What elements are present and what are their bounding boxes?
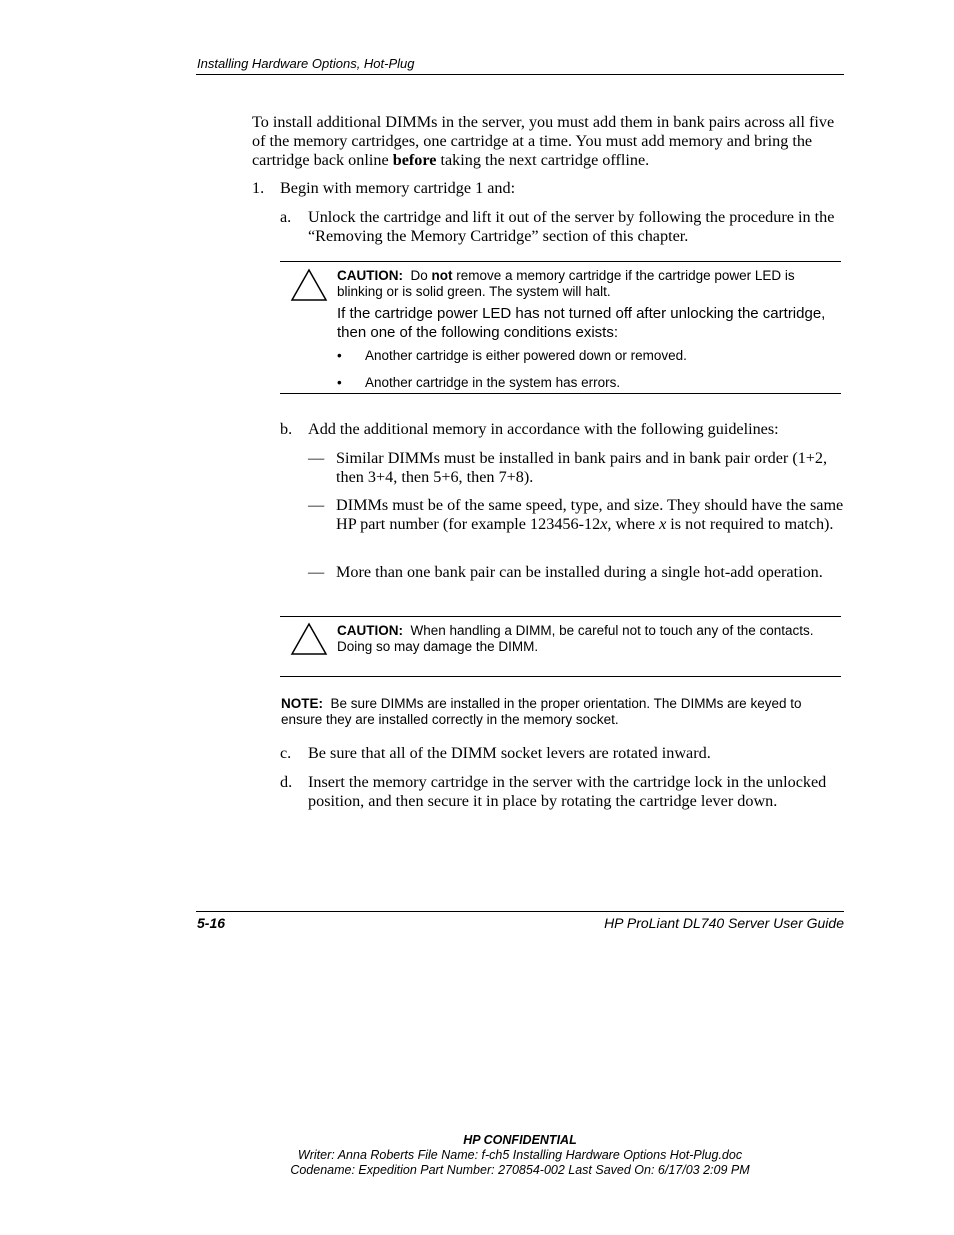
caution-1-list [337,348,841,391]
step-c [280,744,844,763]
running-header: Installing Hardware Options, Hot-Plug [197,56,415,71]
step-1-text: Begin with memory cartridge 1 and: [280,179,516,197]
caution-2-text: When handling a DIMM, be careful not to touch any of the contacts. Doing so may damage the DIMM. [337,623,814,654]
caution-1-bullet-item [337,375,841,391]
caution-2-content [337,617,841,655]
caution-box-2 [280,616,841,677]
caution-1-bullet-text: Another cartridge is either powered down or removed. [365,348,687,363]
caution-1-emphasis: not [431,268,453,283]
step-c-text: Be sure that all of the DIMM socket levers are rotated inward. [308,744,711,762]
caution-triangle-icon [290,622,328,656]
caution-1-text [337,268,841,300]
guideline-text-part: , where [607,515,660,533]
footer-rule [196,911,844,912]
dash-bullet: — [308,449,325,467]
caution-triangle-icon [290,268,328,302]
caution-1-bullet-text: Another cartridge in the system has errors. [365,375,621,390]
bullet-icon: • [337,375,342,390]
caution-box-1 [280,261,841,394]
step-d-letter: d. [280,773,293,791]
note-label: NOTE: [281,696,323,711]
step-c-letter: c. [280,744,292,762]
note [281,696,841,728]
step-1 [252,179,844,198]
caution-1-text-pre: Do [410,268,432,283]
bullet-icon: • [337,348,342,363]
dash-bullet: — [308,496,325,514]
caution-2-label: CAUTION: [337,623,403,638]
step-b [280,420,844,439]
step-b-text: Add the additional memory in accordance with the following guidelines: [308,420,779,438]
guideline-item [308,563,844,582]
guideline-item [308,449,844,487]
step-d [280,773,844,811]
guideline-variable: x [659,515,667,533]
header-rule [196,74,844,75]
guideline-text [336,496,844,534]
guide-title: HP ProLiant DL740 Server User Guide [604,915,844,931]
caution-1-bullet-item [337,348,841,364]
caution-1-content [337,262,841,391]
caution-1-text-post: remove a memory cartridge if the cartridge power LED is blinking or is solid green. The system will halt. [337,268,795,299]
caution-1-conditions: If the cartridge power LED has not turned off after unlocking the cartridge, then one of the following conditions exists: [337,305,826,341]
confidential-block [196,1133,844,1178]
dash-bullet: — [308,563,325,581]
intro-text-start: To install additional DIMMs in the server, you must add them in bank pairs across all five of the memory cartridges, one cartridge at a time. You must add memory and bring the cartridge back online [252,113,835,169]
step-a-letter: a. [280,208,292,226]
guideline-variable: x [600,515,608,533]
step-1-number: 1. [252,179,265,197]
guideline-text: More than one bank pair can be installed during a single hot-add operation. [336,563,823,581]
step-d-text: Insert the memory cartridge in the server with the cartridge lock in the unlocked position, and then secure it in place by rotating the cartridge lever down. [308,773,827,810]
step-b-letter: b. [280,420,293,438]
step-a [280,208,844,246]
step-a-text: Unlock the cartridge and lift it out of the server by following the procedure in the “Removing the Memory Cartridge” section of this chapter. [308,208,835,245]
guideline-text: Similar DIMMs must be installed in bank pairs and in bank pair order (1+2, then 3+4, then 5+6, then 7+8). [336,449,828,486]
confidential-writer-line: Writer: Anna Roberts File Name: f-ch5 Installing Hardware Options Hot-Plug.doc [297,1148,743,1162]
intro-text-end: taking the next cartridge offline. [436,151,650,169]
guideline-item [308,496,844,534]
intro-emphasis: before [392,151,437,169]
confidential-codename-line: Codename: Expedition Part Number: 270854-002 Last Saved On: 6/17/03 2:09 PM [290,1163,750,1177]
intro-paragraph [252,113,844,170]
page-number: 5-16 [197,915,226,931]
guideline-text-part: DIMMs must be of the same speed, type, and size. They should have the same HP part number (for example 123456-12 [336,496,844,533]
note-text: Be sure DIMMs are installed in the proper orientation. The DIMMs are keyed to ensure they are installed correctly in the memory socket. [281,696,802,727]
confidential-title: HP CONFIDENTIAL [463,1133,577,1147]
guideline-text-part: is not required to match). [666,515,834,533]
caution-1-label: CAUTION: [337,268,403,283]
